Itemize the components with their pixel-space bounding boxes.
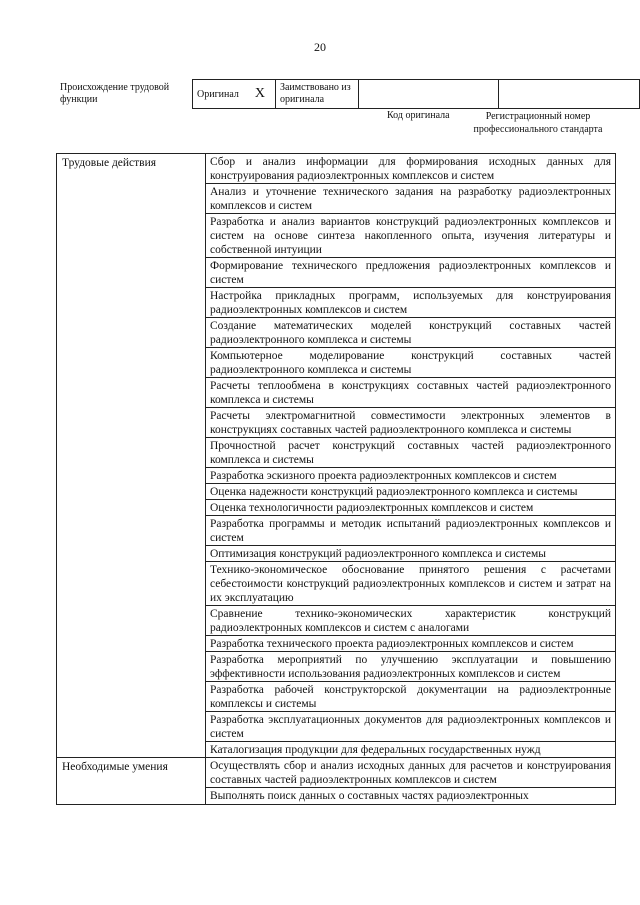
labor-actions-item xyxy=(206,288,616,318)
labor-actions-item xyxy=(206,154,616,184)
labor-actions-item xyxy=(206,712,616,742)
labor-actions-item xyxy=(206,636,616,652)
labor-actions-item-text: Прочностной расчет конструкций составных частей радиоэлектронного комплекса и системы xyxy=(210,440,611,466)
borrowed-cell: Заимствовано из оригинала xyxy=(275,80,358,109)
labor-actions-item-text: Каталогизация продукции для федеральных государственных нужд xyxy=(210,744,541,756)
labor-actions-item xyxy=(206,184,616,214)
labor-actions-item-text: Разработка эскизного проекта радиоэлектронных комплексов и систем xyxy=(210,470,557,482)
labor-actions-item xyxy=(206,606,616,636)
original-mark: X xyxy=(254,86,266,101)
original-label: Оригинал xyxy=(197,89,239,100)
reg-number-label: Регистрационный номер профессионального стандарта xyxy=(473,111,603,135)
labor-actions-item xyxy=(206,378,616,408)
function-table xyxy=(56,153,616,805)
labor-actions-item-text: Анализ и уточнение технического задания на разработку радиоэлектронных комплексов и систем xyxy=(210,186,611,212)
required-skills-item-text: Осуществлять сбор и анализ исходных данных для расчетов и конструирования составных частей радиоэлектронных комплексов и систем xyxy=(210,760,611,786)
labor-actions-item-text: Сравнение технико-экономических характеристик конструкций радиоэлектронных комплексов и систем с аналогами xyxy=(210,608,611,634)
labor-actions-label: Трудовые действия xyxy=(57,154,206,758)
labor-actions-item-text: Разработка эксплуатационных документов для радиоэлектронных комплексов и систем xyxy=(210,714,611,740)
labor-actions-item-text: Расчеты теплообмена в конструкциях составных частей радиоэлектронного комплекса и системы xyxy=(210,380,611,406)
labor-actions-item xyxy=(206,348,616,378)
labor-actions-item-text: Сбор и анализ информации для формирования исходных данных для конструирования радиоэлектронных комплексов и систем xyxy=(210,156,611,182)
labor-actions-item xyxy=(206,318,616,348)
labor-actions-item-text: Оценка надежности конструкций радиоэлектронного комплекса и системы xyxy=(210,486,578,498)
origin-table xyxy=(192,79,640,109)
labor-actions-item xyxy=(206,500,616,516)
labor-actions-item-text: Разработка программы и методик испытаний радиоэлектронных комплексов и систем xyxy=(210,518,611,544)
reg-number-cell xyxy=(499,80,640,109)
labor-actions-item xyxy=(206,546,616,562)
labor-actions-item-text: Разработка мероприятий по улучшению эксплуатации и повышению эффективности использования радиоэлектронных комплексов и систем xyxy=(210,654,611,680)
labor-actions-item xyxy=(206,214,616,258)
labor-actions-item xyxy=(206,408,616,438)
labor-actions-item-text: Оптимизация конструкций радиоэлектронного комплекса и системы xyxy=(210,548,547,560)
labor-actions-item-text: Формирование технического предложения радиоэлектронных комплексов и систем xyxy=(210,260,611,286)
labor-actions-item-text: Компьютерное моделирование конструкций составных частей радиоэлектронного комплекса и системы xyxy=(210,350,611,376)
required-skills-row xyxy=(57,758,616,788)
labor-actions-item-text: Разработка рабочей конструкторской документации на радиоэлектронные комплексы и системы xyxy=(210,684,611,710)
labor-actions-item xyxy=(206,742,616,758)
labor-actions-item-text: Технико-экономическое обоснование принятого решения с расчетами себестоимости конструкций радиоэлектронных комплексов и систем и затрат на их эксплуатацию xyxy=(210,564,611,604)
labor-actions-row xyxy=(57,154,616,184)
labor-actions-item xyxy=(206,562,616,606)
labor-actions-item xyxy=(206,438,616,468)
labor-actions-item xyxy=(206,468,616,484)
required-skills-label: Необходимые умения xyxy=(57,758,206,805)
labor-actions-item xyxy=(206,484,616,500)
page-number: 20 xyxy=(314,40,326,54)
labor-actions-item-text: Разработка технического проекта радиоэлектронных комплексов и систем xyxy=(210,638,574,650)
labor-actions-item xyxy=(206,682,616,712)
required-skills-item xyxy=(206,788,616,805)
labor-actions-item xyxy=(206,258,616,288)
labor-actions-item-text: Разработка и анализ вариантов конструкций радиоэлектронных комплексов и систем на основе синтеза накопленного опыта, изучения литературы и собственной интуиции xyxy=(210,216,611,256)
labor-actions-item xyxy=(206,652,616,682)
code-cell xyxy=(358,80,499,109)
required-skills-item-text: Выполнять поиск данных о составных частях радиоэлектронных xyxy=(210,790,529,802)
required-skills-item xyxy=(206,758,616,788)
labor-actions-item-text: Оценка технологичности радиоэлектронных комплексов и систем xyxy=(210,502,534,514)
code-original-label: Код оригинала xyxy=(387,110,450,121)
origin-label: Происхождение трудовой функции xyxy=(60,82,170,105)
labor-actions-item-text: Создание математических моделей конструкций составных частей радиоэлектронного комплекса и системы xyxy=(210,320,611,346)
labor-actions-item-text: Настройка прикладных программ, используемых для конструирования радиоэлектронных комплексов и систем xyxy=(210,290,611,316)
labor-actions-item-text: Расчеты электромагнитной совместимости электронных элементов в конструкциях составных частей радиоэлектронного комплекса и системы xyxy=(210,410,611,436)
original-cell xyxy=(193,80,276,109)
labor-actions-item xyxy=(206,516,616,546)
